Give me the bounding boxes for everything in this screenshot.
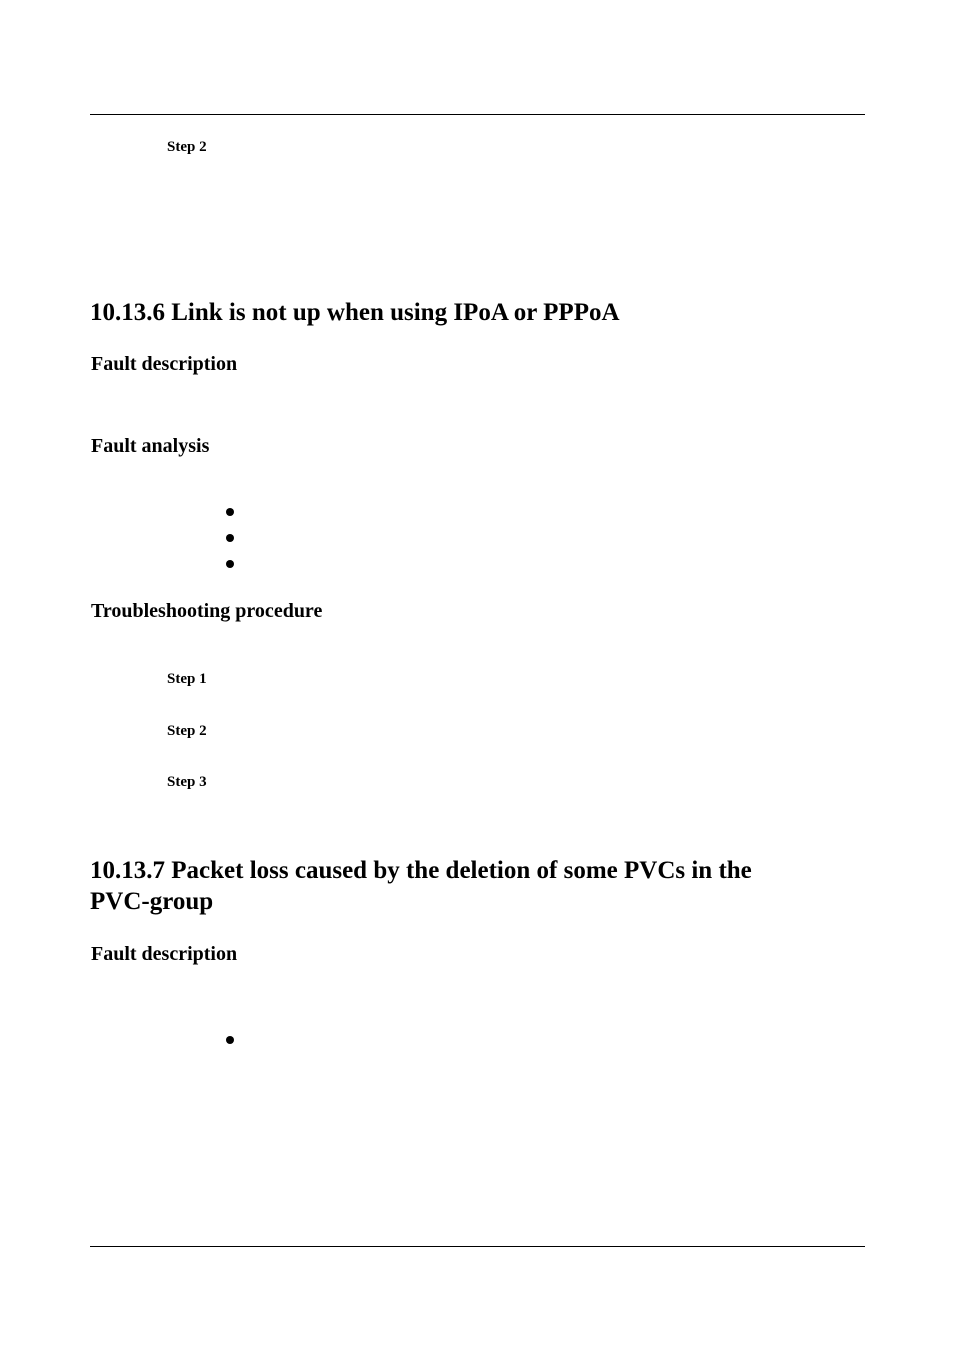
troubleshooting-procedure-heading: Troubleshooting procedure xyxy=(91,600,323,622)
section-heading-line-1: 10.13.7 Packet loss caused by the deletion of some PVCs in the xyxy=(90,857,752,884)
fault-description-heading: Fault description xyxy=(91,353,238,375)
section-heading-line-2: PVC-group xyxy=(90,888,214,915)
bullet-point xyxy=(226,1036,234,1044)
bullet-point xyxy=(226,508,234,516)
fault-analysis-heading: Fault analysis xyxy=(91,435,210,457)
step-3-label: Step 3 xyxy=(167,774,207,790)
bullet-point xyxy=(226,534,234,542)
section-heading-10-13-7 xyxy=(90,855,850,917)
footer-rule xyxy=(90,1246,865,1247)
section-heading-10-13-6: 10.13.6 Link is not up when using IPoA or PPPoA xyxy=(90,299,620,326)
step-2-label: Step 2 xyxy=(167,723,207,739)
bullet-point xyxy=(226,560,234,568)
step-1-label: Step 1 xyxy=(167,671,207,687)
step-label: Step 2 xyxy=(167,139,207,155)
header-rule xyxy=(90,114,865,115)
fault-description-heading-2: Fault description xyxy=(91,943,238,965)
